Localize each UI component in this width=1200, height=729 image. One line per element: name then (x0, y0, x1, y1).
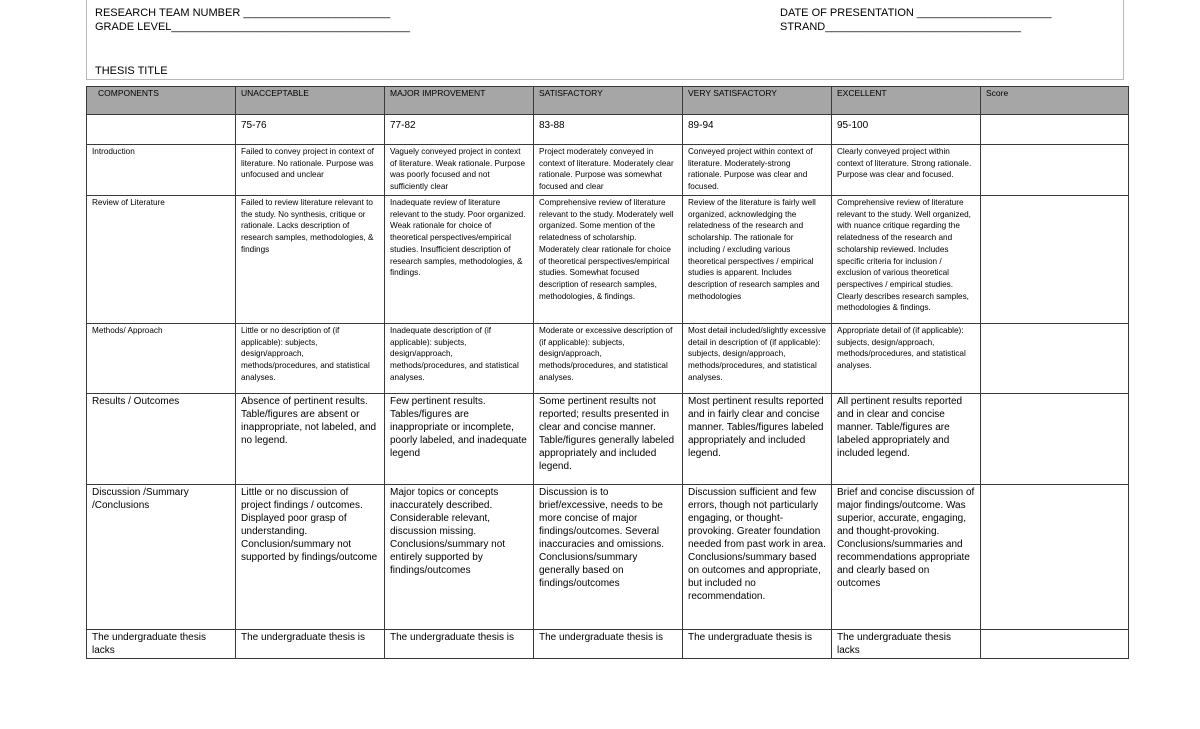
criteria-cell: Discussion sufficient and few errors, though not particularly engaging, or thought-provoking. Greater foundation needed from past work in area. Conclusions/summary based on outcomes and appropriate, but included no recommendation. (683, 485, 832, 630)
column-header-unacceptable: UNACCEPTABLE (236, 87, 385, 115)
score-cell[interactable] (981, 145, 1129, 196)
column-header-components: COMPONENTS (87, 87, 236, 115)
range-cell: 89-94 (683, 115, 832, 145)
criteria-cell: The undergraduate thesis is (385, 630, 534, 659)
table-row (87, 394, 1129, 485)
criteria-cell: Little or no discussion of project findings / outcomes. Displayed poor grasp of understanding. Conclusion/summary not supported by findings/outcome (236, 485, 385, 630)
table-row (87, 324, 1129, 394)
criteria-cell: Absence of pertinent results. Table/figures are absent or inappropriate, not labeled, and no legend. (236, 394, 385, 485)
range-cell: 95-100 (832, 115, 981, 145)
component-label: Introduction (87, 145, 236, 196)
table-row (87, 485, 1129, 630)
criteria-cell: All pertinent results reported and in clear and concise manner. Table/figures are labeled appropriately and included legend. (832, 394, 981, 485)
criteria-cell: Vaguely conveyed project in context of literature. Weak rationale. Purpose was poorly focused and not sufficiently clear (385, 145, 534, 196)
criteria-cell: Appropriate detail of (if applicable): subjects, design/approach, methods/procedures, and statistical analyses. (832, 324, 981, 394)
component-label: Discussion /Summary /Conclusions (87, 485, 236, 630)
score-cell[interactable] (981, 630, 1129, 659)
criteria-cell: Major topics or concepts inaccurately described. Considerable relevant, discussion missing. Conclusions/summary not entirely supported by findings/outcomes (385, 485, 534, 630)
criteria-cell: Clearly conveyed project within context of literature. Strong rationale. Purpose was clear and focused. (832, 145, 981, 196)
criteria-cell: The undergraduate thesis is (534, 630, 683, 659)
range-cell: 77-82 (385, 115, 534, 145)
criteria-cell: The undergraduate thesis lacks (832, 630, 981, 659)
table-row (87, 630, 1129, 659)
research-team-field: RESEARCH TEAM NUMBER ________________________ (95, 7, 391, 19)
score-range-row (87, 115, 1129, 145)
criteria-cell: Some pertinent results not reported; results presented in clear and concise manner. Table/figures generally labeled appropriately and included legend. (534, 394, 683, 485)
grade-level-field: GRADE LEVEL_______________________________________ (95, 21, 411, 33)
strand-field: STRAND________________________________ (780, 21, 1021, 33)
criteria-cell: Little or no description of (if applicable): subjects, design/approach, methods/procedures, and statistical analyses. (236, 324, 385, 394)
criteria-cell: Few pertinent results. Tables/figures are inappropriate or incomplete, poorly labeled, and inadequate legend (385, 394, 534, 485)
criteria-cell: Conveyed project within context of literature. Moderately-strong rationale. Purpose was clear and focused. (683, 145, 832, 196)
score-cell[interactable] (981, 394, 1129, 485)
range-cell: 75-76 (236, 115, 385, 145)
column-header-major-improvement: MAJOR IMPROVEMENT (385, 87, 534, 115)
table-row (87, 196, 1129, 324)
component-label: Methods/ Approach (87, 324, 236, 394)
range-cell: 83-88 (534, 115, 683, 145)
rubric-table (86, 86, 1129, 659)
criteria-cell: Most pertinent results reported and in fairly clear and concise manner. Tables/figures labeled appropriately and included legend. (683, 394, 832, 485)
column-header-excellent: EXCELLENT (832, 87, 981, 115)
column-header-score: Score (981, 87, 1129, 115)
criteria-cell: Inadequate review of literature relevant to the study. Poor organized. Weak rationale for choice of theoretical perspectives/empirical studies. Insufficient description of research samples, methodologies, & findings. (385, 196, 534, 324)
criteria-cell: The undergraduate thesis is (683, 630, 832, 659)
table-row (87, 145, 1129, 196)
criteria-cell: Moderate or excessive description of (if applicable): subjects, design/approach, methods/procedures, and statistical analyses. (534, 324, 683, 394)
criteria-cell: Inadequate description of (if applicable): subjects, design/approach, methods/procedures, and statistical analyses. (385, 324, 534, 394)
component-label: Results / Outcomes (87, 394, 236, 485)
criteria-cell: Brief and concise discussion of major findings/outcome. Was superior, accurate, engaging, and thought-provoking. Conclusions/summaries and recommendations appropriate and clearly based on outcomes (832, 485, 981, 630)
component-label: The undergraduate thesis lacks (87, 630, 236, 659)
criteria-cell: Comprehensive review of literature relevant to the study. Moderately well organized. Some mention of the relatedness of scholarship. Moderately clear rationale for choice of theoretical perspectives/empirical studies. Somewhat focused description of research samples, methodologies, & findings. (534, 196, 683, 324)
criteria-cell: Failed to review literature relevant to the study. No synthesis, critique or rationale. Lacks description of research samples, methodologies, & findings (236, 196, 385, 324)
range-cell (981, 115, 1129, 145)
criteria-cell: The undergraduate thesis is (236, 630, 385, 659)
criteria-cell: Review of the literature is fairly well organized, acknowledging the relatedness of the research and scholarship. The rationale for including / excluding various theoretical perspectives / empirical studies is apparent. Includes description of research samples and methodologies (683, 196, 832, 324)
criteria-cell: Failed to convey project in context of literature. No rationale. Purpose was unfocused and unclear (236, 145, 385, 196)
component-label: Review of Literature (87, 196, 236, 324)
score-cell[interactable] (981, 485, 1129, 630)
score-cell[interactable] (981, 196, 1129, 324)
date-of-presentation-field: DATE OF PRESENTATION ______________________ (780, 7, 1052, 19)
criteria-cell: Comprehensive review of literature relevant to the study. Well organized, with nuance critique regarding the relatedness of the research and scholarship reviewed. Includes specific criteria for inclusion / exclusion of various theoretical perspectives / empirical studies. Clearly describes research samples, methodologies & findings. (832, 196, 981, 324)
criteria-cell: Discussion is to brief/excessive, needs to be more concise of major findings/outcomes. Several inaccuracies and omissions. Conclusions/summary generally based on findings/outcomes (534, 485, 683, 630)
criteria-cell: Project moderately conveyed in context of literature. Moderately clear rationale. Purpose was somewhat focused and clear (534, 145, 683, 196)
column-header-satisfactory: SATISFACTORY (534, 87, 683, 115)
table-header-row (87, 87, 1129, 115)
score-cell[interactable] (981, 324, 1129, 394)
thesis-title-field: THESIS TITLE (95, 65, 168, 77)
criteria-cell: Most detail included/slightly excessive detail in description of (if applicable): subjects, design/approach, methods/procedures, and statistical analyses. (683, 324, 832, 394)
column-header-very-satisfactory: VERY SATISFACTORY (683, 87, 832, 115)
range-cell (87, 115, 236, 145)
